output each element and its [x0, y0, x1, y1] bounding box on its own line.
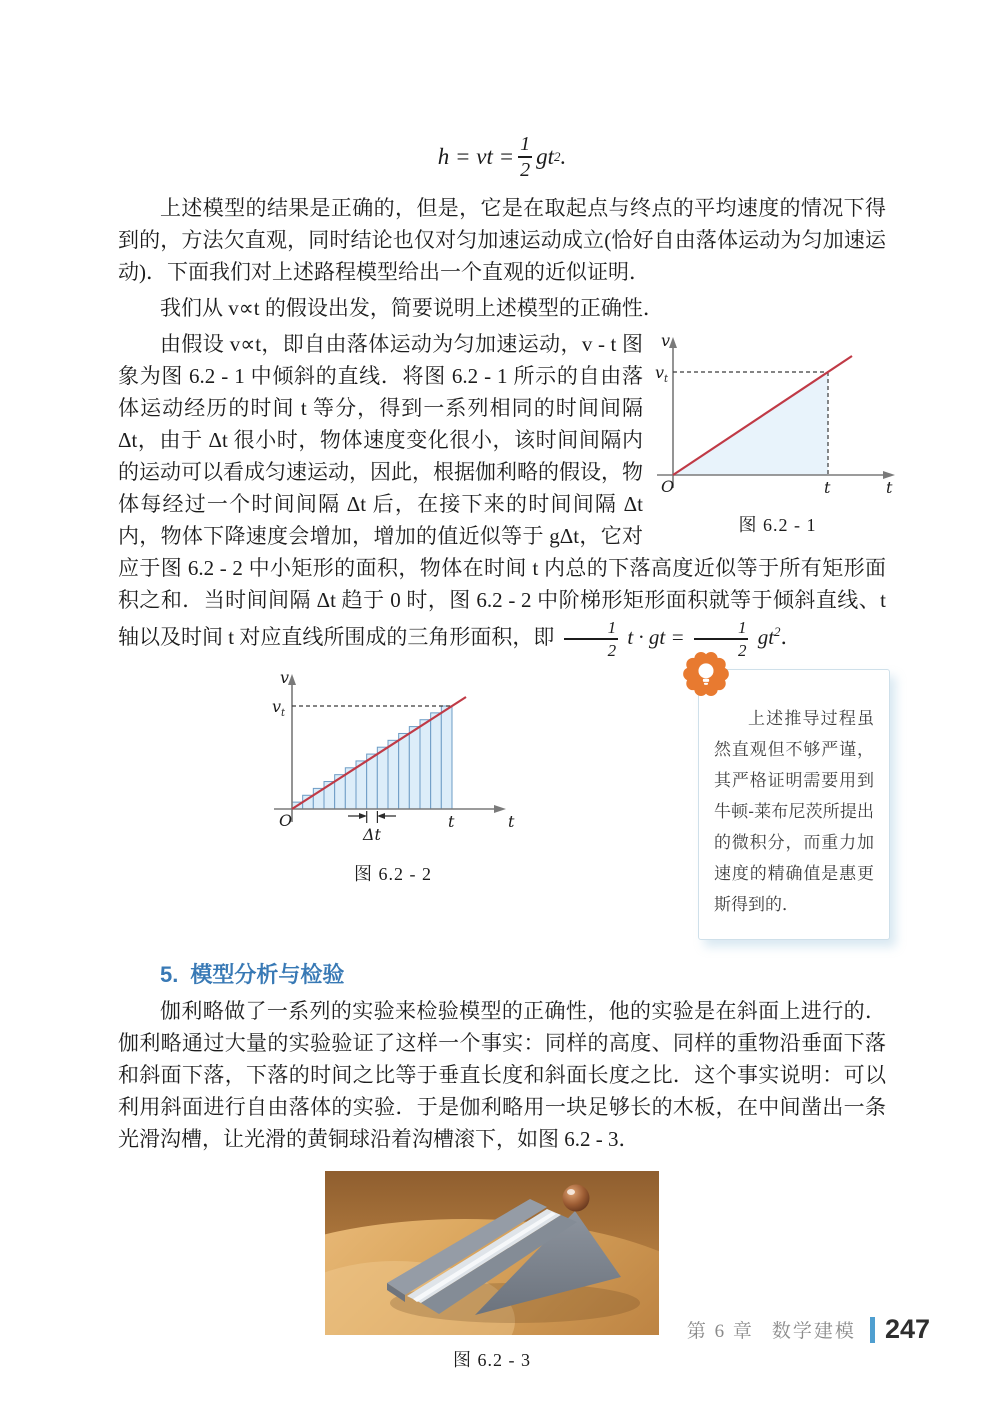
vt-label: $v_t$	[655, 363, 669, 385]
page-footer	[687, 1314, 930, 1345]
vt-graph-1	[655, 332, 900, 500]
inline-fraction-1: $\frac{1}{2}$	[564, 619, 619, 659]
brass-ball	[563, 1185, 590, 1212]
figure-1-caption: 图 6.2 - 1	[738, 515, 817, 535]
paragraph-3: 由假设 v∝t，即自由落体运动为匀加速运动，v - t 图象为图 6.2 - 1 中倾斜的直线．将图 6.2 - 1 所示的自由落体运动经历的时间 t 等分，得到一系列相同的时间间隔 Δt，由于 Δt 很小时，物体速度变化很小，该时间间隔内的运动可以看成匀速运动，因此，根据伽利略的假设，物体每经过一个时间间隔 Δt 后，在接下来的时间间隔 Δt 内，物体下降速度会增加，增加的值近似等于 gΔt，它对应于图 6.2 - 2 中小矩形的面积，物体在时间 t 内总的下落高度近似等于所有矩形面积之和．当时间间隔 Δt 趋于 0 时，图 6.2 - 2 中阶梯形矩形面积就等于倾斜直线、t 轴以及时间 t 对应直线所围成的三角形面积，即 $\frac{1}{2}$ t · gt = $\frac{1}{2}$ $gt^2$．	[118, 332, 886, 661]
footer-divider-bar	[870, 1317, 875, 1343]
lightbulb-icon	[682, 650, 730, 698]
y-axis-label: v	[280, 669, 290, 688]
paragraph-2: 我们从 v∝t 的假设出发，简要说明上述模型的正确性．	[160, 296, 664, 320]
formula-period: .	[560, 144, 567, 169]
delta-arrow-right	[359, 813, 367, 819]
formula-lhs: h = vt =	[437, 144, 515, 169]
paragraph-3-text: 由假设 v∝t，即自由落体运动为匀加速运动，v - t 图象为图 6.2 - 1 中倾斜的直线．将图 6.2 - 1 所示的自由落体运动经历的时间 t 等分，得到一系列相同的时间间隔 Δt，由于 Δt 很小时，物体速度变化很小，该时间间隔内的运动可以看成匀速运动，因此，根据伽利略的假设，物体每经过一个时间间隔 Δt 后，在接下来的时间间隔 Δt 内，物体下降速度会增加，增加的值近似等于 gΔt，它对应于图 6.2 - 2 中小矩形的面积，物体在时间 t 内总的下落高度近似等于所有矩形面积之和．当时间间隔 Δt 趋于 0 时，图 6.2 - 2 中阶梯形矩形面积就等于倾斜直线、t 轴以及时间 t 对应直线所围成的三角形面积，即	[118, 332, 886, 649]
inline-formula-mid: t · gt =	[627, 625, 685, 649]
section-number: 5.	[160, 962, 179, 988]
ball-specular	[567, 1189, 575, 1195]
section-heading	[160, 958, 886, 989]
x-axis-label: t	[886, 478, 893, 497]
figure-6-2-2	[268, 669, 518, 886]
formula-exponent: 2	[554, 149, 561, 164]
fraction-denominator: 2	[520, 159, 531, 181]
inline-formula-end: gt	[757, 625, 775, 649]
formula-rhs: gt	[536, 144, 555, 169]
fraction-numerator: 1	[520, 133, 531, 155]
inclined-plane-photo	[325, 1171, 659, 1335]
display-formula	[118, 126, 886, 188]
y-axis-label: v	[661, 332, 671, 350]
t-value-label: t	[448, 812, 455, 832]
origin-label: O	[279, 811, 293, 831]
t-value-label: t	[824, 478, 831, 497]
side-note-box	[698, 669, 890, 940]
y-axis-arrow	[669, 337, 677, 348]
x-axis-arrow	[494, 805, 506, 813]
figure-6-2-3	[325, 1171, 659, 1372]
fraction-bar	[518, 156, 532, 158]
page-number: 247	[884, 1314, 930, 1344]
paragraph-1: 上述模型的结果是正确的，但是，它是在取起点与终点的平均速度的情况下得到的，方法欠直观，同时结论也仅对匀加速运动成立(恰好自由落体运动为匀加速运动)．下面我们对上述路程模型给出一个直观的近似证明．	[118, 196, 886, 284]
footer-book-title: 数学建模	[771, 1321, 856, 1342]
x-axis-label: t	[508, 812, 515, 832]
inline-fraction-2: $\frac{1}{2}$	[694, 619, 749, 659]
vt-label: $v_t$	[272, 697, 286, 720]
paragraph-3-block	[118, 328, 893, 661]
figure-3-caption: 图 6.2 - 3	[453, 1350, 531, 1371]
vt-graph-2	[268, 669, 518, 849]
delta-arrow-left	[377, 813, 385, 819]
side-note-text: 上述推导过程虽然直观但不够严谨，其严格证明需要用到牛顿-莱布尼茨所提出的微积分，而重力加速度的精确值是惠更斯得到的．	[714, 709, 874, 916]
origin-label: O	[661, 477, 675, 496]
fraction	[518, 134, 532, 180]
delta-t-label: Δt	[363, 825, 381, 845]
figure-note-row	[118, 669, 886, 940]
y-axis-arrow	[288, 674, 296, 685]
figure-6-2-1	[655, 332, 900, 537]
figure-2-caption: 图 6.2 - 2	[354, 864, 432, 885]
footer-chapter: 第 6 章	[686, 1321, 754, 1342]
paragraph-4: 伽利略做了一系列的实验来检验模型的正确性，他的实验是在斜面上进行的．伽利略通过大量的实验验证了这样一个事实：同样的高度、同样的重物沿垂面下落和斜面下落，下落的时间之比等于垂直长度和斜面长度之比．这个事实说明：可以利用斜面进行自由落体的实验．于是伽利略用一块足够长的木板，在中间凿出一条光滑沟槽，让光滑的黄铜球沿着沟槽滚下，如图 6.2 - 3．	[118, 999, 886, 1152]
section-title: 模型分析与检验	[190, 962, 345, 988]
